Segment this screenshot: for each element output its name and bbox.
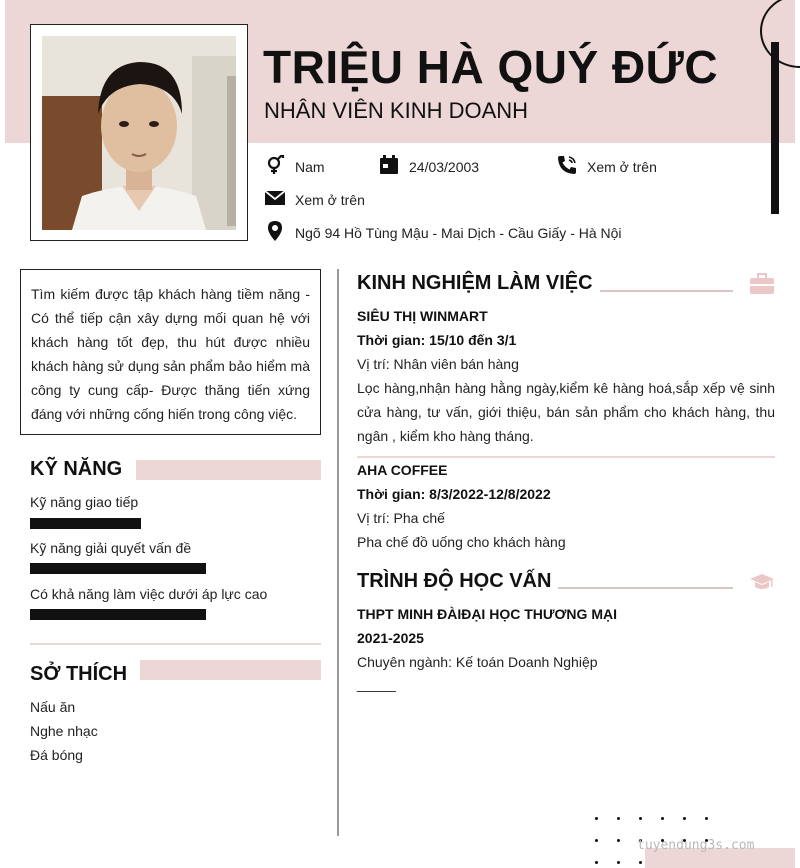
decorative-dot (639, 817, 642, 820)
birthday-text: 24/03/2003 (409, 158, 480, 175)
email-info (265, 188, 365, 211)
skills-heading-bar (136, 460, 321, 480)
phone-text: Xem ở trên (587, 158, 657, 175)
gender-info (265, 155, 325, 178)
skill-level-bar (30, 563, 206, 574)
experience-heading: KINH NGHIỆM LÀM VIỆC (357, 272, 593, 294)
skill-name: Kỹ năng giải quyết vấn đề (30, 540, 192, 556)
column-divider (337, 269, 339, 836)
skill-name: Có khả năng làm việc dưới áp lực cao (30, 586, 268, 602)
decorative-dot (617, 817, 620, 820)
job-company: AHA COFFEE (357, 462, 448, 478)
decorative-vertical-bar (771, 42, 779, 214)
birthday-info (379, 155, 479, 178)
job-position: Vị trí: Pha chế (357, 510, 445, 526)
job-company: SIÊU THỊ WINMART (357, 308, 488, 324)
location-pin-icon (265, 221, 285, 244)
hobby-item: Nấu ăn (30, 699, 76, 715)
career-objective: Tìm kiếm được tập khách hàng tiềm năng - Có thể tiếp cận xây dựng mối quan hệ với khách hàng tốt đẹp, thu hút được nhiều khách hàng sử dụng sản phẩm bảo hiểm mà công ty cung cấp- Được thăng tiến xứng đáng với những cống hiến trong công việc. (20, 269, 321, 435)
email-text: Xem ở trên (295, 191, 365, 208)
education-heading-line (558, 587, 733, 589)
decorative-dot (639, 861, 642, 864)
decorative-dot (595, 839, 598, 842)
skill-name: Kỹ năng giao tiếp (30, 494, 139, 510)
address-text: Ngõ 94 Hồ Tùng Mậu - Mai Dịch - Cầu Giấy - Hà Nội (295, 224, 622, 241)
briefcase-icon (749, 273, 775, 295)
section-divider (30, 643, 321, 645)
school-name: THPT MINH ĐÀIĐẠI HỌC THƯƠNG MẠI (357, 606, 617, 622)
education-heading: TRÌNH ĐỘ HỌC VẤN (357, 570, 552, 592)
decorative-dot (661, 817, 664, 820)
school-major: Chuyên ngành: Kế toán Doanh Nghiệp (357, 654, 598, 670)
envelope-icon (265, 188, 285, 211)
decorative-dot (705, 817, 708, 820)
hobby-item: Nghe nhạc (30, 723, 98, 739)
decorative-dot (683, 817, 686, 820)
skill-level-bar (30, 518, 141, 529)
job-description: Pha chế đồ uống cho khách hàng (357, 534, 566, 550)
candidate-name: TRIỆU HÀ QUÝ ĐỨC (263, 41, 719, 93)
decorative-dot (595, 817, 598, 820)
skills-heading: KỸ NĂNG (30, 458, 123, 480)
experience-heading-line (600, 290, 733, 292)
decorative-dot (595, 861, 598, 864)
job-description: Lọc hàng,nhận hàng hằng ngày,kiểm kê hàng hoá,sắp xếp vệ sinh cửa hàng, tư vấn, giới thiệu, bán sản phẩm cho khách hàng, thu ngân , kiểm kho hàng tháng. (357, 380, 775, 444)
hobbies-heading: SỞ THÍCH (30, 663, 128, 685)
watermark: tuyendung3s.com (637, 838, 755, 853)
calendar-icon (379, 155, 399, 178)
education-extra-line: _____ (357, 676, 396, 692)
gender-text: Nam (295, 158, 325, 175)
job-divider (357, 456, 775, 458)
phone-icon (557, 155, 577, 178)
gender-icon (265, 155, 285, 178)
skill-level-bar (30, 609, 206, 620)
address-info (265, 221, 622, 244)
phone-info (557, 155, 657, 178)
job-title: NHÂN VIÊN KINH DOANH (264, 98, 529, 123)
school-years: 2021-2025 (357, 630, 424, 646)
hobby-item: Đá bóng (30, 747, 83, 763)
job-time: Thời gian: 15/10 đến 3/1 (357, 332, 517, 348)
decorative-dot (617, 839, 620, 842)
decorative-dot (617, 861, 620, 864)
job-time: Thời gian: 8/3/2022-12/8/2022 (357, 486, 551, 502)
job-position: Vị trí: Nhân viên bán hàng (357, 356, 519, 372)
graduation-cap-icon (749, 572, 775, 594)
avatar-photo (42, 36, 236, 230)
hobbies-heading-bar (140, 660, 321, 680)
